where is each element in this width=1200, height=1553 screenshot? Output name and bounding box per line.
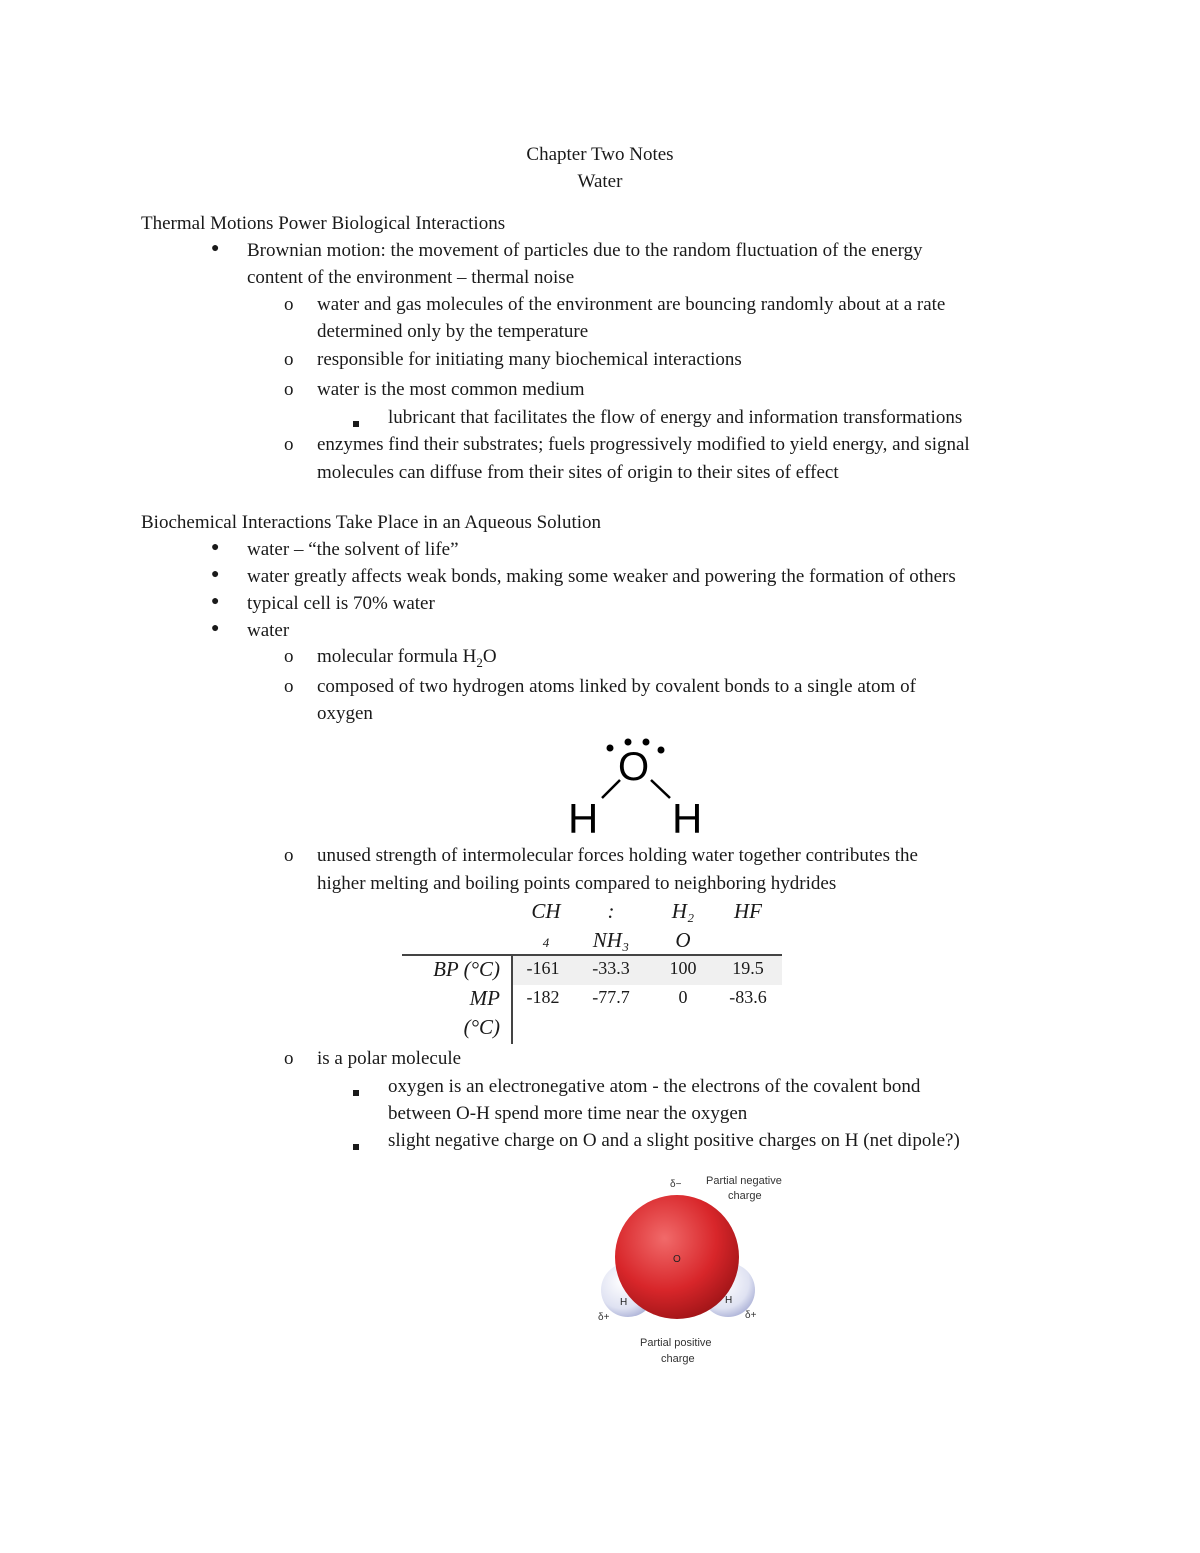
bullet-icon: ● bbox=[211, 540, 220, 555]
hydrogen-label: H bbox=[725, 1295, 733, 1306]
table-row-label: (°C) bbox=[463, 1015, 500, 1039]
section-heading-aqueous: Biochemical Interactions Take Place in an Aqueous Solution bbox=[141, 512, 602, 533]
table-cell: -182 bbox=[526, 987, 560, 1007]
delta-negative-label: δ− bbox=[670, 1179, 682, 1190]
list-item: water is the most common medium bbox=[317, 379, 585, 400]
oxygen-atom-label: O bbox=[618, 745, 650, 789]
list-item: lubricant that facilitates the flow of energy and information transformations bbox=[388, 407, 963, 428]
list-item: determined only by the temperature bbox=[317, 321, 589, 342]
list-item: slight negative charge on O and a slight positive charges on H (net dipole?) bbox=[388, 1130, 960, 1151]
lone-pair-dot bbox=[607, 745, 614, 752]
page-title: Chapter Two Notes bbox=[526, 144, 674, 165]
list-item: water greatly affects weak bonds, making some weaker and powering the formation of others bbox=[247, 566, 956, 587]
hydrogen-label: H bbox=[620, 1297, 628, 1308]
partial-negative-label: charge bbox=[728, 1190, 762, 1202]
list-item: unused strength of intermolecular forces holding water together contributes the bbox=[317, 845, 918, 866]
list-item: water bbox=[247, 620, 290, 641]
table-header: O bbox=[675, 928, 691, 952]
table-header: 4 bbox=[542, 935, 550, 950]
list-item: responsible for initiating many biochemical interactions bbox=[317, 349, 742, 370]
partial-negative-label: Partial negative bbox=[706, 1175, 782, 1187]
table-header: CH bbox=[531, 899, 561, 923]
hydrogen-atom-label: H bbox=[568, 795, 599, 838]
list-item: oxygen bbox=[317, 703, 373, 724]
table-row-label: MP bbox=[469, 986, 500, 1010]
circle-bullet-icon: o bbox=[284, 379, 294, 400]
square-bullet-icon bbox=[353, 1083, 359, 1101]
table-cell: 0 bbox=[678, 987, 688, 1007]
bullet-icon: ● bbox=[211, 621, 220, 636]
bullet-icon: ● bbox=[211, 567, 220, 582]
delta-positive-label: δ+ bbox=[598, 1312, 610, 1323]
list-item: between O-H spend more time near the oxygen bbox=[388, 1103, 748, 1124]
circle-bullet-icon: o bbox=[284, 294, 294, 315]
list-item: composed of two hydrogen atoms linked by covalent bonds to a single atom of bbox=[317, 676, 916, 697]
hydrogen-atom-label: H bbox=[672, 795, 703, 838]
circle-bullet-icon: o bbox=[284, 349, 294, 370]
table-cell: -83.6 bbox=[729, 987, 767, 1007]
water-lewis-structure bbox=[560, 728, 720, 838]
circle-bullet-icon: o bbox=[284, 434, 294, 455]
circle-bullet-icon: o bbox=[284, 646, 294, 667]
list-item: water – “the solvent of life” bbox=[247, 539, 459, 560]
list-item: higher melting and boiling points compared to neighboring hydrides bbox=[317, 873, 837, 894]
table-header: NH₃ bbox=[592, 928, 630, 952]
table-cell: -77.7 bbox=[592, 987, 630, 1007]
bond-line bbox=[602, 780, 620, 798]
table-header: HF bbox=[734, 899, 762, 923]
oxygen-label: O bbox=[673, 1254, 681, 1265]
partial-positive-label: charge bbox=[661, 1353, 695, 1365]
circle-bullet-icon: o bbox=[284, 676, 294, 697]
partial-positive-label: Partial positive bbox=[640, 1337, 712, 1349]
table-cell: -161 bbox=[526, 958, 560, 978]
list-item: typical cell is 70% water bbox=[247, 593, 435, 614]
table-header: : bbox=[607, 899, 615, 923]
table-row-label: BP (°C) bbox=[433, 957, 500, 981]
lone-pair-dot bbox=[658, 747, 665, 754]
bond-line bbox=[651, 780, 670, 798]
list-item: water and gas molecules of the environment are bouncing randomly about at a rate bbox=[317, 294, 946, 315]
table-cell: -33.3 bbox=[592, 958, 630, 978]
list-item: is a polar molecule bbox=[317, 1048, 462, 1069]
square-bullet-icon bbox=[353, 1137, 359, 1155]
list-item: molecules can diffuse from their sites of origin to their sites of effect bbox=[317, 462, 839, 483]
square-bullet-icon bbox=[353, 414, 359, 432]
list-item: oxygen is an electronegative atom - the electrons of the covalent bond bbox=[388, 1076, 921, 1097]
bullet-icon: ● bbox=[211, 594, 220, 609]
list-item: content of the environment – thermal noise bbox=[247, 267, 575, 288]
list-item: molecular formula $H_2O$ bbox=[317, 646, 497, 670]
page-subtitle: Water bbox=[577, 171, 623, 192]
polar-water-figure bbox=[580, 1165, 810, 1375]
table-cell: 100 bbox=[669, 958, 697, 978]
list-item: Brownian motion: the movement of particles due to the random fluctuation of the energy bbox=[247, 240, 923, 261]
list-item: enzymes find their substrates; fuels progressively modified to yield energy, and signal bbox=[317, 434, 970, 455]
delta-positive-label: δ+ bbox=[745, 1310, 757, 1321]
bullet-icon: ● bbox=[211, 241, 220, 256]
section-heading-thermal: Thermal Motions Power Biological Interactions bbox=[141, 213, 506, 234]
table-header: H₂ bbox=[671, 899, 695, 923]
table-cell: 19.5 bbox=[732, 958, 764, 978]
circle-bullet-icon: o bbox=[284, 1048, 294, 1069]
circle-bullet-icon: o bbox=[284, 845, 294, 866]
